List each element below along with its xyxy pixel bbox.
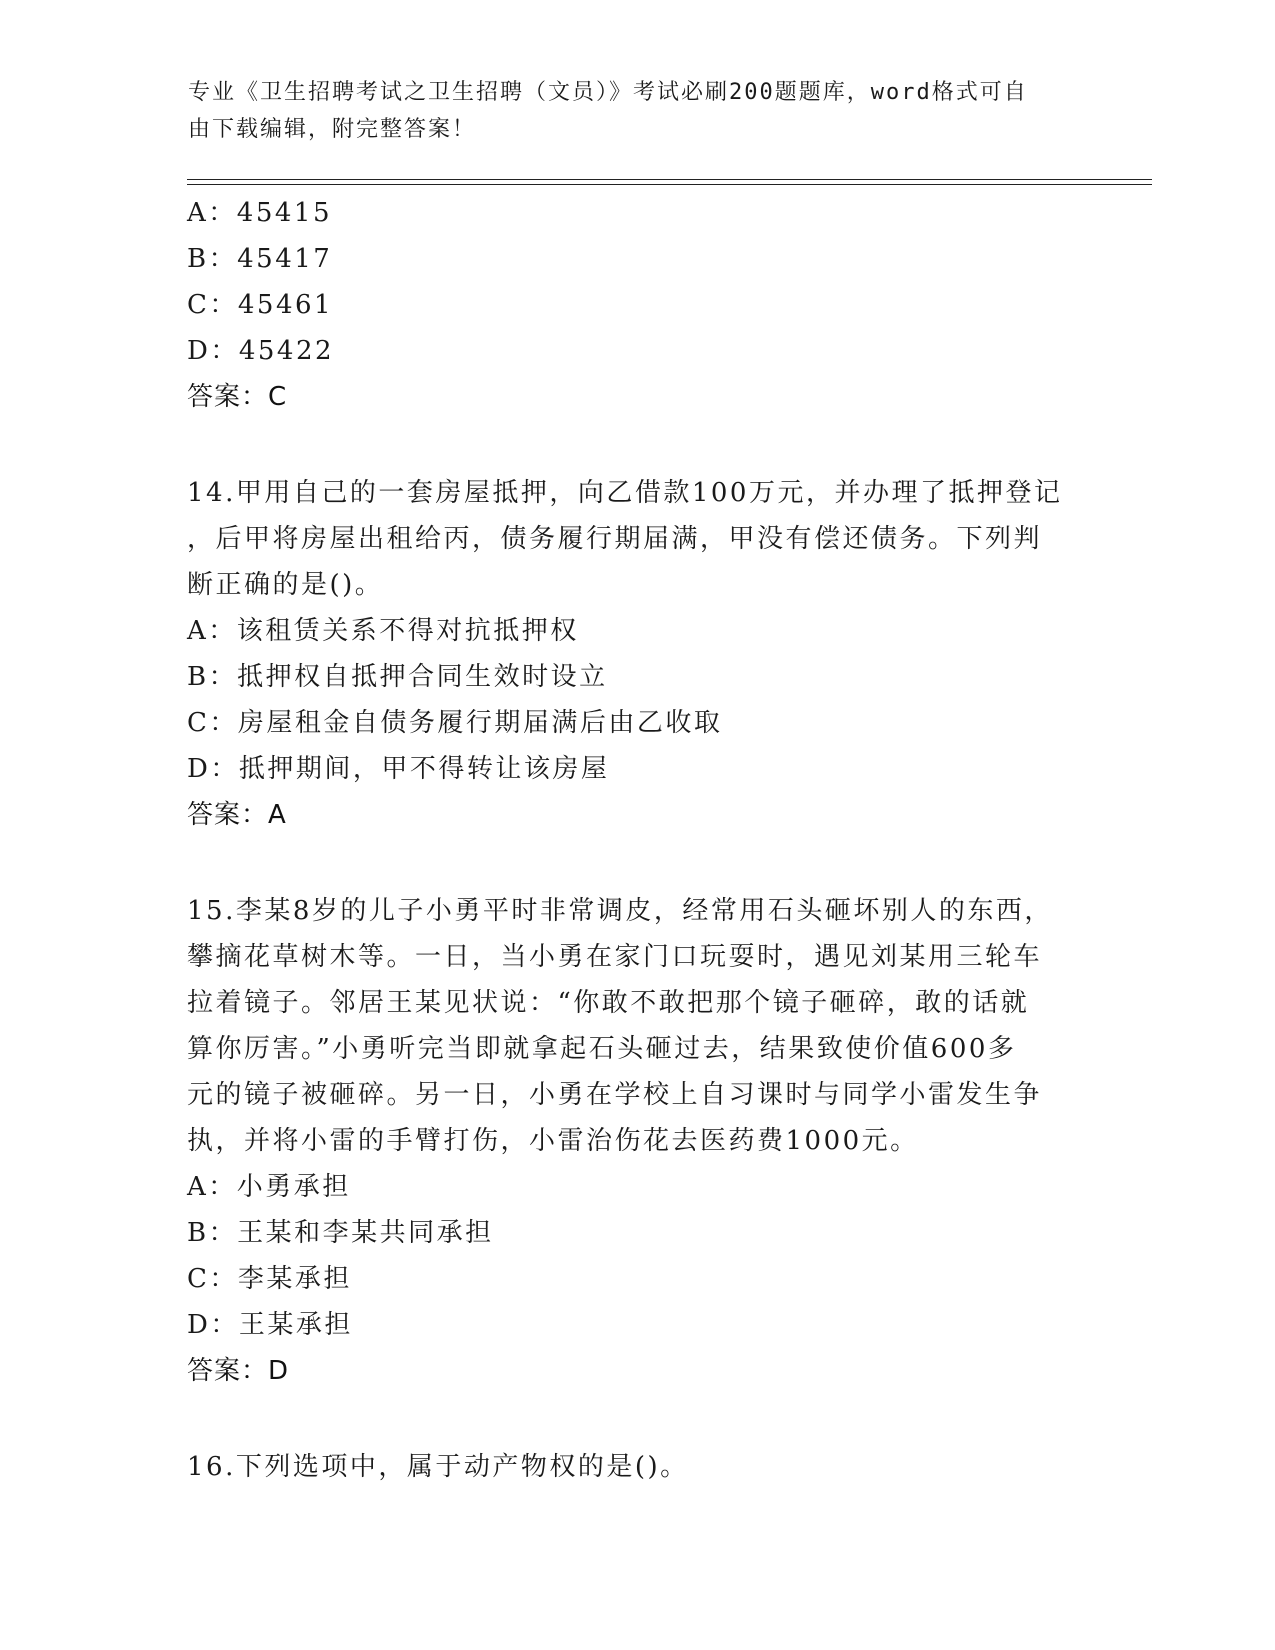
option-b: B：抵押权自抵押合同生效时设立 bbox=[187, 662, 608, 692]
stem-line: 元的镜子被砸碎。另一日，小勇在学校上自习课时与同学小雷发生争 bbox=[187, 1080, 1043, 1110]
question-stem bbox=[187, 1444, 1077, 1490]
question-15 bbox=[187, 888, 1087, 1394]
answer: 答案：A bbox=[187, 800, 287, 830]
option-b: B：45417 bbox=[187, 244, 333, 274]
spacer bbox=[187, 420, 1087, 470]
header-rule-top bbox=[187, 179, 1152, 180]
option-c: C：房屋租金自债务履行期届满后由乙收取 bbox=[187, 708, 723, 738]
option-d: D：45422 bbox=[187, 336, 335, 366]
option-d: D：王某承担 bbox=[187, 1310, 353, 1340]
option-b: B：王某和李某共同承担 bbox=[187, 1218, 494, 1248]
document-header bbox=[188, 74, 1088, 148]
header-rule-bottom bbox=[187, 184, 1152, 185]
stem-line: 执，并将小雷的手臂打伤，小雷治伤花去医药费1000元。 bbox=[187, 1126, 919, 1156]
spacer bbox=[187, 838, 1087, 888]
question-13 bbox=[187, 190, 1087, 420]
question-14 bbox=[187, 470, 1087, 838]
stem-line: 攀摘花草树木等。一日，当小勇在家门口玩耍时，遇见刘某用三轮车 bbox=[187, 942, 1043, 972]
header-line-2: 由下载编辑，附完整答案！ bbox=[188, 117, 477, 142]
option-d: D：抵押期间，甲不得转让该房屋 bbox=[187, 754, 610, 784]
stem-line: 15.李某8岁的儿子小勇平时非常调皮，经常用石头砸坏别人的东西， bbox=[187, 896, 1053, 926]
question-stem bbox=[187, 888, 1077, 1164]
option-a: A：该租赁关系不得对抗抵押权 bbox=[187, 616, 579, 646]
spacer bbox=[187, 1394, 1087, 1444]
option-a: A：45415 bbox=[187, 198, 332, 228]
option-c: C：45461 bbox=[187, 290, 334, 320]
question-list bbox=[187, 190, 1087, 1490]
stem-line: 14.甲用自己的一套房屋抵押，向乙借款100万元，并办理了抵押登记 bbox=[187, 478, 1063, 508]
option-c: C：李某承担 bbox=[187, 1264, 352, 1294]
header-line-1: 专业《卫生招聘考试之卫生招聘（文员）》考试必刷200题题库，word格式可自 bbox=[188, 80, 1028, 105]
stem-line: 16.下列选项中，属于动产物权的是()。 bbox=[187, 1452, 689, 1482]
stem-line: 拉着镜子。邻居王某见状说：“你敢不敢把那个镜子砸碎，敢的话就 bbox=[187, 988, 1030, 1018]
stem-line: 断正确的是()。 bbox=[187, 570, 384, 600]
answer: 答案：D bbox=[187, 1356, 290, 1386]
question-16 bbox=[187, 1444, 1087, 1490]
option-a: A：小勇承担 bbox=[187, 1172, 351, 1202]
stem-line: ，后甲将房屋出租给丙，债务履行期届满，甲没有偿还债务。下列判 bbox=[187, 524, 1043, 554]
answer: 答案：C bbox=[187, 382, 288, 412]
stem-line: 算你厉害。”小勇听完当即就拿起石头砸过去，结果致使价值600多 bbox=[187, 1034, 1017, 1064]
question-stem bbox=[187, 470, 1077, 608]
